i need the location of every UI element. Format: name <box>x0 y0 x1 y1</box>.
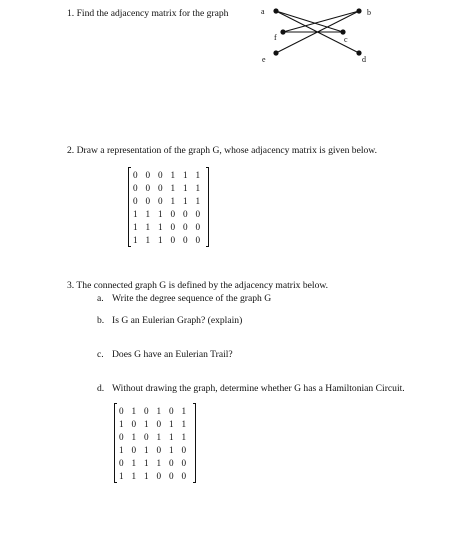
vertex-e <box>273 50 278 55</box>
matrix-cell: 1 <box>181 418 187 429</box>
matrix-cell: 1 <box>131 457 137 468</box>
matrix-cell: 1 <box>170 182 176 193</box>
matrix-cell: 0 <box>157 169 163 180</box>
matrix-row <box>129 233 208 246</box>
vertex-c <box>340 29 345 34</box>
matrix-cell: 1 <box>145 234 151 245</box>
matrix-cell: 0 <box>131 444 137 455</box>
question-2-text: 2. Draw a representation of the graph G, whose adjacency matrix is given below. <box>67 145 378 156</box>
matrix-cell: 0 <box>157 195 163 206</box>
matrix-cell: 1 <box>182 169 188 180</box>
matrix-row <box>129 181 208 194</box>
matrix-cell: 1 <box>145 221 151 232</box>
matrix-cell: 0 <box>156 444 162 455</box>
matrix-cell: 1 <box>156 431 162 442</box>
vertex-f <box>280 29 285 34</box>
matrix-cell: 1 <box>156 405 162 416</box>
part-a-letter: a. <box>97 293 104 304</box>
matrix-cell: 0 <box>132 169 138 180</box>
matrix-cell: 1 <box>132 221 138 232</box>
matrix-cell: 1 <box>143 457 149 468</box>
part-c-text: Does G have an Eulerian Trail? <box>112 349 233 360</box>
matrix-cell: 1 <box>195 182 201 193</box>
matrix-cell: 1 <box>181 405 187 416</box>
matrix-row <box>115 417 195 430</box>
matrix-cell: 1 <box>131 470 137 481</box>
vertex-label-d: d <box>362 55 366 64</box>
matrix-cell: 1 <box>145 208 151 219</box>
matrix-cell: 1 <box>157 221 163 232</box>
matrix-row <box>115 456 195 469</box>
matrix-row <box>129 220 208 233</box>
matrix-cell: 0 <box>143 431 149 442</box>
matrix-cell: 0 <box>195 208 201 219</box>
matrix-cell: 1 <box>118 444 124 455</box>
matrix-cell: 0 <box>145 169 151 180</box>
matrix-cell: 0 <box>157 182 163 193</box>
vertex-label-a: a <box>261 7 265 16</box>
matrix-row <box>115 443 195 456</box>
matrix-row <box>115 404 195 417</box>
part-d-text: Without drawing the graph, determine whether G has a Hamiltonian Circuit. <box>112 383 405 394</box>
matrix-cell: 1 <box>143 418 149 429</box>
matrix-cell: 1 <box>168 431 174 442</box>
matrix-cell: 0 <box>168 470 174 481</box>
graph-diagram <box>250 2 390 72</box>
matrix-cell: 0 <box>118 457 124 468</box>
matrix-cell: 1 <box>182 182 188 193</box>
part-c-letter: c. <box>97 349 104 360</box>
vertex-label-c: c <box>344 35 348 44</box>
matrix-cell: 0 <box>145 182 151 193</box>
matrix-cell: 1 <box>143 444 149 455</box>
matrix-cell: 0 <box>168 457 174 468</box>
part-a-text: Write the degree sequence of the graph G <box>112 293 272 304</box>
matrix-cell: 1 <box>118 470 124 481</box>
question-3-text: 3. The connected graph G is defined by the adjacency matrix below. <box>67 280 329 291</box>
adjacency-matrix-q3 <box>114 404 196 482</box>
matrix-cell: 0 <box>168 405 174 416</box>
adjacency-matrix-q2 <box>128 168 209 246</box>
matrix-cell: 1 <box>156 457 162 468</box>
matrix-cell: 0 <box>170 221 176 232</box>
matrix-cell: 1 <box>195 169 201 180</box>
matrix-cell: 1 <box>195 195 201 206</box>
part-b-letter: b. <box>97 315 105 326</box>
matrix-row <box>115 430 195 443</box>
matrix-cell: 1 <box>170 169 176 180</box>
matrix-row <box>115 469 195 482</box>
matrix-cell: 1 <box>168 418 174 429</box>
matrix-cell: 0 <box>181 457 187 468</box>
matrix-cell: 0 <box>170 208 176 219</box>
edge-a-c <box>276 11 343 32</box>
vertex-a <box>273 8 278 13</box>
matrix-cell: 0 <box>156 470 162 481</box>
matrix-cell: 1 <box>132 208 138 219</box>
part-b-text: Is G an Eulerian Graph? (explain) <box>112 315 243 326</box>
matrix-cell: 0 <box>143 405 149 416</box>
matrix-cell: 0 <box>132 182 138 193</box>
matrix-cell: 1 <box>170 195 176 206</box>
matrix-cell: 0 <box>145 195 151 206</box>
matrix-cell: 0 <box>181 444 187 455</box>
matrix-cell: 0 <box>182 208 188 219</box>
matrix-cell: 1 <box>132 234 138 245</box>
matrix-cell: 1 <box>181 431 187 442</box>
matrix-cell: 0 <box>118 431 124 442</box>
matrix-cell: 1 <box>131 405 137 416</box>
matrix-cell: 1 <box>118 418 124 429</box>
matrix-cell: 1 <box>143 470 149 481</box>
matrix-cell: 0 <box>195 234 201 245</box>
matrix-row <box>129 194 208 207</box>
vertex-b <box>356 8 361 13</box>
matrix-cell: 1 <box>157 208 163 219</box>
matrix-row <box>129 168 208 181</box>
matrix-cell: 0 <box>131 418 137 429</box>
matrix-cell: 1 <box>131 431 137 442</box>
matrix-cell: 0 <box>181 470 187 481</box>
vertex-label-f: f <box>274 33 277 42</box>
matrix-cell: 1 <box>157 234 163 245</box>
matrix-cell: 0 <box>182 234 188 245</box>
edge-b-f <box>283 11 359 32</box>
matrix-cell: 0 <box>156 418 162 429</box>
matrix-cell: 1 <box>182 195 188 206</box>
matrix-row <box>129 207 208 220</box>
part-d-letter: d. <box>97 383 105 394</box>
matrix-cell: 0 <box>118 405 124 416</box>
matrix-cell: 0 <box>170 234 176 245</box>
vertex-d <box>356 50 361 55</box>
question-1-text: 1. Find the adjacency matrix for the graph <box>67 8 229 19</box>
matrix-cell: 0 <box>132 195 138 206</box>
matrix-cell: 0 <box>195 221 201 232</box>
vertex-label-b: b <box>367 8 371 17</box>
matrix-cell: 0 <box>182 221 188 232</box>
vertex-label-e: e <box>262 55 266 64</box>
matrix-cell: 1 <box>168 444 174 455</box>
